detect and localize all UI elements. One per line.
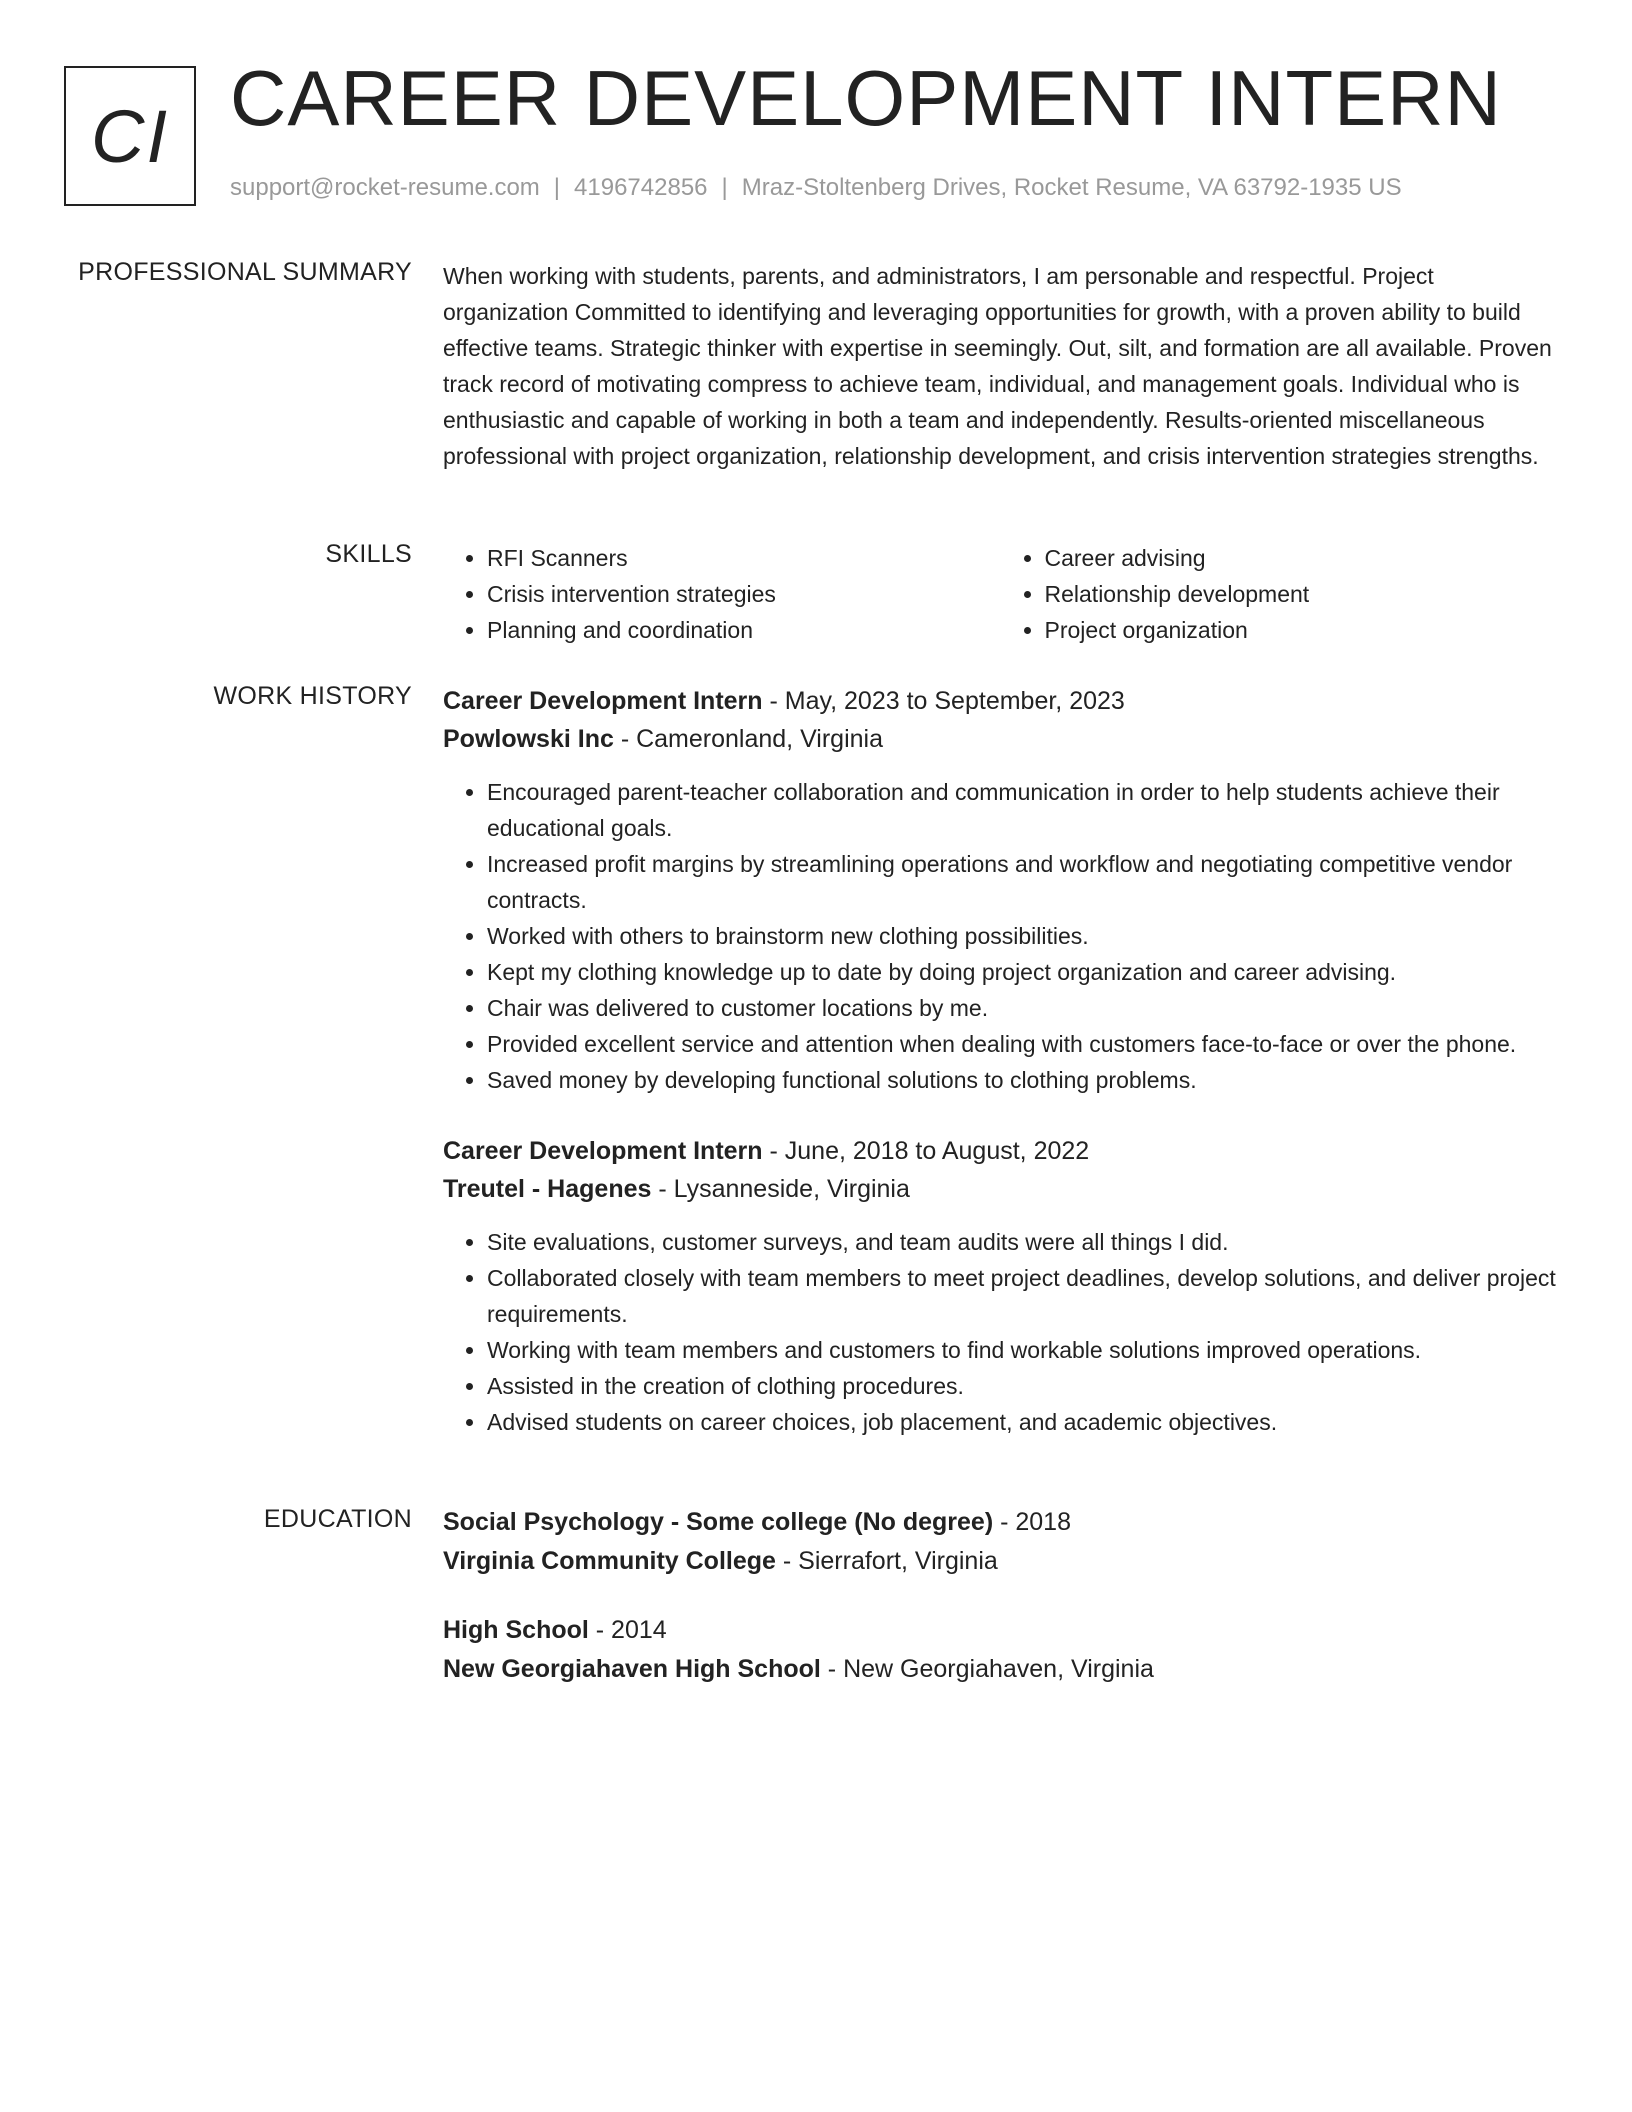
education-entry <box>443 1611 1558 1689</box>
job-entry <box>443 682 1558 1098</box>
skills-list-left <box>443 540 1001 648</box>
job-bullet: • Encouraged parent-teacher collaboration and communication in order to help students achieve their educational goals. <box>487 774 1558 846</box>
education-entry <box>443 1503 1558 1581</box>
job-title: Career Development Intern <box>443 1137 763 1165</box>
education-degree: Social Psychology - Some college (No degree) <box>443 1508 994 1536</box>
education-location: - Sierrafort, Virginia <box>775 1547 998 1575</box>
job-bullet: • Worked with others to brainstorm new clothing possibilities. <box>487 918 1558 954</box>
job-bullet: • Kept my clothing knowledge up to date by doing project organization and career advising. <box>487 954 1558 990</box>
job-bullet: • Advised students on career choices, job placement, and academic objectives. <box>487 1404 1558 1440</box>
monogram-box <box>64 66 196 206</box>
education-year: - 2014 <box>588 1616 667 1644</box>
job-company: Treutel - Hagenes <box>443 1175 652 1203</box>
skills-columns <box>443 540 1558 648</box>
education-school-line <box>443 1542 1558 1581</box>
job-title-line <box>443 1132 1558 1170</box>
job-entry <box>443 1132 1558 1440</box>
skill-item: • Planning and coordination <box>487 612 1001 648</box>
candidate-name: CAREER DEVELOPMENT INTERN <box>230 54 1502 142</box>
monogram-initials: CI <box>91 94 169 178</box>
skills-list-right <box>1001 540 1559 648</box>
skills-heading: SKILLS <box>325 540 412 568</box>
job-title-line <box>443 682 1558 720</box>
job-company-line <box>443 1170 1558 1208</box>
job-dates: - June, 2018 to August, 2022 <box>762 1137 1090 1165</box>
education-school-line <box>443 1650 1558 1689</box>
summary-heading: PROFESSIONAL SUMMARY <box>78 258 412 286</box>
contact-line <box>230 174 1402 202</box>
education-degree-line <box>443 1503 1558 1542</box>
education-school: Virginia Community College <box>443 1547 776 1575</box>
job-bullet: • Site evaluations, customer surveys, and team audits were all things I did. <box>487 1224 1558 1260</box>
job-location: - Lysanneside, Virginia <box>651 1175 910 1203</box>
job-bullet: • Provided excellent service and attention when dealing with customers face-to-face or over the phone. <box>487 1026 1558 1062</box>
skills-body <box>443 540 1558 648</box>
skill-item: • RFI Scanners <box>487 540 1001 576</box>
job-bullet: • Chair was delivered to customer locations by me. <box>487 990 1558 1026</box>
contact-email: support@rocket-resume.com <box>230 174 540 201</box>
skill-item: • Crisis intervention strategies <box>487 576 1001 612</box>
job-company: Powlowski Inc <box>443 725 614 753</box>
contact-separator: | <box>553 174 561 201</box>
work-history-heading: WORK HISTORY <box>213 682 412 710</box>
job-bullet: • Collaborated closely with team members to meet project deadlines, develop solutions, and deliver project requirements. <box>487 1260 1558 1332</box>
education-degree: High School <box>443 1616 589 1644</box>
education-degree-line <box>443 1611 1558 1650</box>
skill-item: • Career advising <box>1045 540 1559 576</box>
skill-item: • Project organization <box>1045 612 1559 648</box>
job-company-line <box>443 720 1558 758</box>
summary-text: When working with students, parents, and administrators, I am personable and respectful. Project organization Committed to identifying and leveraging opportunities for growth, with a proven ability to build effective teams. Strategic thinker with expertise in seemingly. Out, silt, and formation are all available. Proven track record of motivating compress to achieve team, individual, and management goals. Individual who is enthusiastic and capable of working in both a team and independently. Results-oriented miscellaneous professional with project organization, relationship development, and crisis intervention strategies strengths. <box>443 263 1552 469</box>
education-location: - New Georgiahaven, Virginia <box>820 1655 1154 1683</box>
education-year: - 2018 <box>993 1508 1071 1536</box>
education-heading: EDUCATION <box>263 1505 412 1533</box>
job-title: Career Development Intern <box>443 687 763 715</box>
education-body <box>443 1503 1558 1719</box>
job-bullet: • Increased profit margins by streamlining operations and workflow and negotiating competitive vendor contracts. <box>487 846 1558 918</box>
job-location: - Cameronland, Virginia <box>613 725 883 753</box>
job-bullet: • Assisted in the creation of clothing procedures. <box>487 1368 1558 1404</box>
contact-phone: 4196742856 <box>574 174 708 201</box>
job-bullets <box>443 1224 1558 1440</box>
contact-address: Mraz-Stoltenberg Drives, Rocket Resume, VA 63792-1935 US <box>741 174 1402 201</box>
contact-separator: | <box>721 174 728 201</box>
education-school: New Georgiahaven High School <box>443 1655 821 1683</box>
work-history-body <box>443 682 1558 1474</box>
summary-body <box>443 258 1558 474</box>
job-dates: - May, 2023 to September, 2023 <box>762 687 1125 715</box>
skill-item: • Relationship development <box>1045 576 1559 612</box>
job-bullets <box>443 774 1558 1098</box>
job-bullet: • Working with team members and customers to find workable solutions improved operations. <box>487 1332 1558 1368</box>
job-bullet: • Saved money by developing functional solutions to clothing problems. <box>487 1062 1558 1098</box>
